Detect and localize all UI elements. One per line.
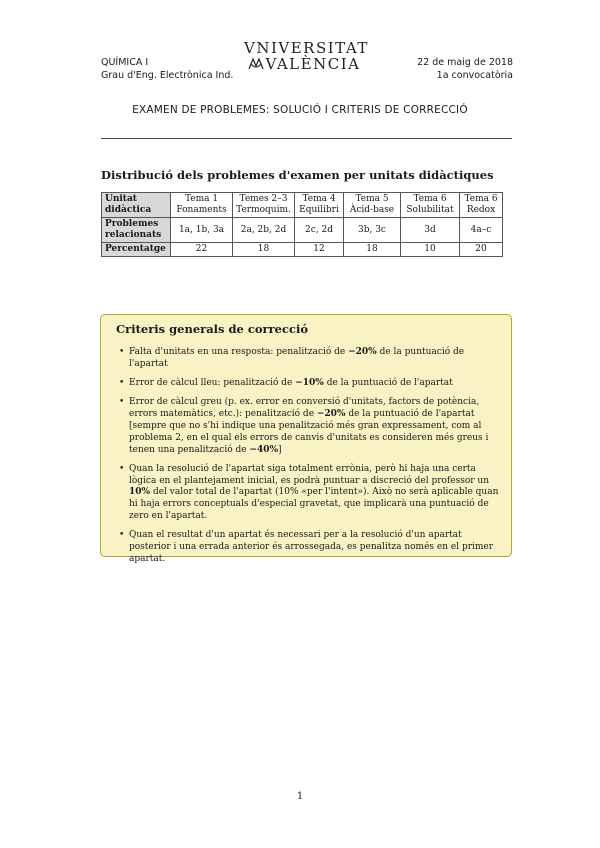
logo-line-2: VALÈNCIA	[265, 55, 361, 73]
list-item: • Falta d'unitats en una resposta: penalització de −20% de la puntuació de l'apartat	[119, 347, 465, 369]
logo-line-1: VNIVERSITAT	[244, 39, 369, 57]
table-cell: Tema 1 Fonaments	[171, 193, 233, 218]
table-row-header: Problemes relacionats	[102, 218, 171, 243]
table-cell: 1a, 1b, 3a	[171, 218, 233, 243]
bullet-icon: •	[119, 530, 125, 541]
criteria-box	[100, 314, 512, 564]
table-cell: Tema 6 Solubilitat	[401, 193, 460, 218]
table-row	[102, 193, 503, 218]
bullet-icon: •	[119, 463, 125, 474]
table-cell: Tema 4 Equilibri	[295, 193, 344, 218]
table-cell: 2c, 2d	[295, 218, 344, 243]
table-cell: Tema 5 Àcid-base	[344, 193, 401, 218]
table-row	[102, 218, 503, 243]
table-cell: 18	[233, 243, 295, 257]
table-cell: Tema 6 Redox	[460, 193, 503, 218]
table-cell: 10	[401, 243, 460, 257]
table-cell: 3d	[401, 218, 460, 243]
header-left	[101, 56, 233, 82]
logo-emblem-icon	[248, 57, 264, 71]
table-row	[102, 243, 503, 257]
exam-date: 22 de maig de 2018	[417, 57, 513, 68]
list-item: • Quan la resolució de l'apartat siga totalment errònia, però hi haja una certa lògica en el plantejament inicial, es podrà puntuar a discreció del professor un 10% del valor total de l'apartat (10% «per l'intent»). Això no serà aplicable quan hi haja errors conceptuals d'especial gravetat, que implicarà una puntuació de zero en l'apartat.	[119, 463, 499, 522]
degree-name: Grau d'Eng. Electrònica Ind.	[101, 70, 234, 81]
bullet-icon: •	[119, 378, 125, 389]
header-right	[417, 56, 513, 82]
table-row-header: Percentatge	[102, 243, 171, 257]
list-item: • Error de càlcul lleu: penalització de −10% de la puntuació de l'apartat	[119, 378, 453, 389]
distribution-table	[101, 192, 503, 257]
page-number: 1	[296, 791, 304, 802]
list-item: • Quan el resultat d'un apartat és necessari per a la resolució d'un apartat posterior i una errada anterior és arrossegada, es penalitza només en el primer apartat.	[119, 530, 494, 564]
table-cell: 4a–c	[460, 218, 503, 243]
table-cell: 22	[171, 243, 233, 257]
bullet-icon: •	[119, 347, 125, 357]
criteria-list	[115, 347, 503, 573]
divider	[101, 138, 512, 139]
page-title: EXAMEN DE PROBLEMES: SOLUCIÓ I CRITERIS DE CORRECCIÓ	[132, 104, 468, 116]
table-cell: Temes 2–3 Termoquim.	[233, 193, 295, 218]
distribution-heading: Distribució dels problemes d'examen per unitats didàctiques	[101, 168, 494, 182]
table-cell: 2a, 2b, 2d	[233, 218, 295, 243]
university-logo	[244, 39, 369, 73]
table-row-header: Unitat didàctica	[102, 193, 171, 218]
table-cell: 3b, 3c	[344, 218, 401, 243]
table-cell: 18	[344, 243, 401, 257]
list-item: • Error de càlcul greu (p. ex. error en conversió d'unitats, factors de potència, errors matemàtics, etc.): penalització de −20% de la puntuació de l'apartat [sempre que no s'hi indique una penalització més gran expressament, com al problema 2, en el qual els errors de canvis d'unitats es consideren més greus i tenen una penalització de −40%]	[119, 397, 489, 455]
course-name: QUÍMICA I	[101, 57, 149, 68]
table-cell: 20	[460, 243, 503, 257]
bullet-icon: •	[119, 397, 125, 408]
criteria-heading: Criteris generals de correcció	[116, 322, 309, 336]
exam-session: 1a convocatòria	[436, 70, 513, 81]
table-cell: 12	[295, 243, 344, 257]
